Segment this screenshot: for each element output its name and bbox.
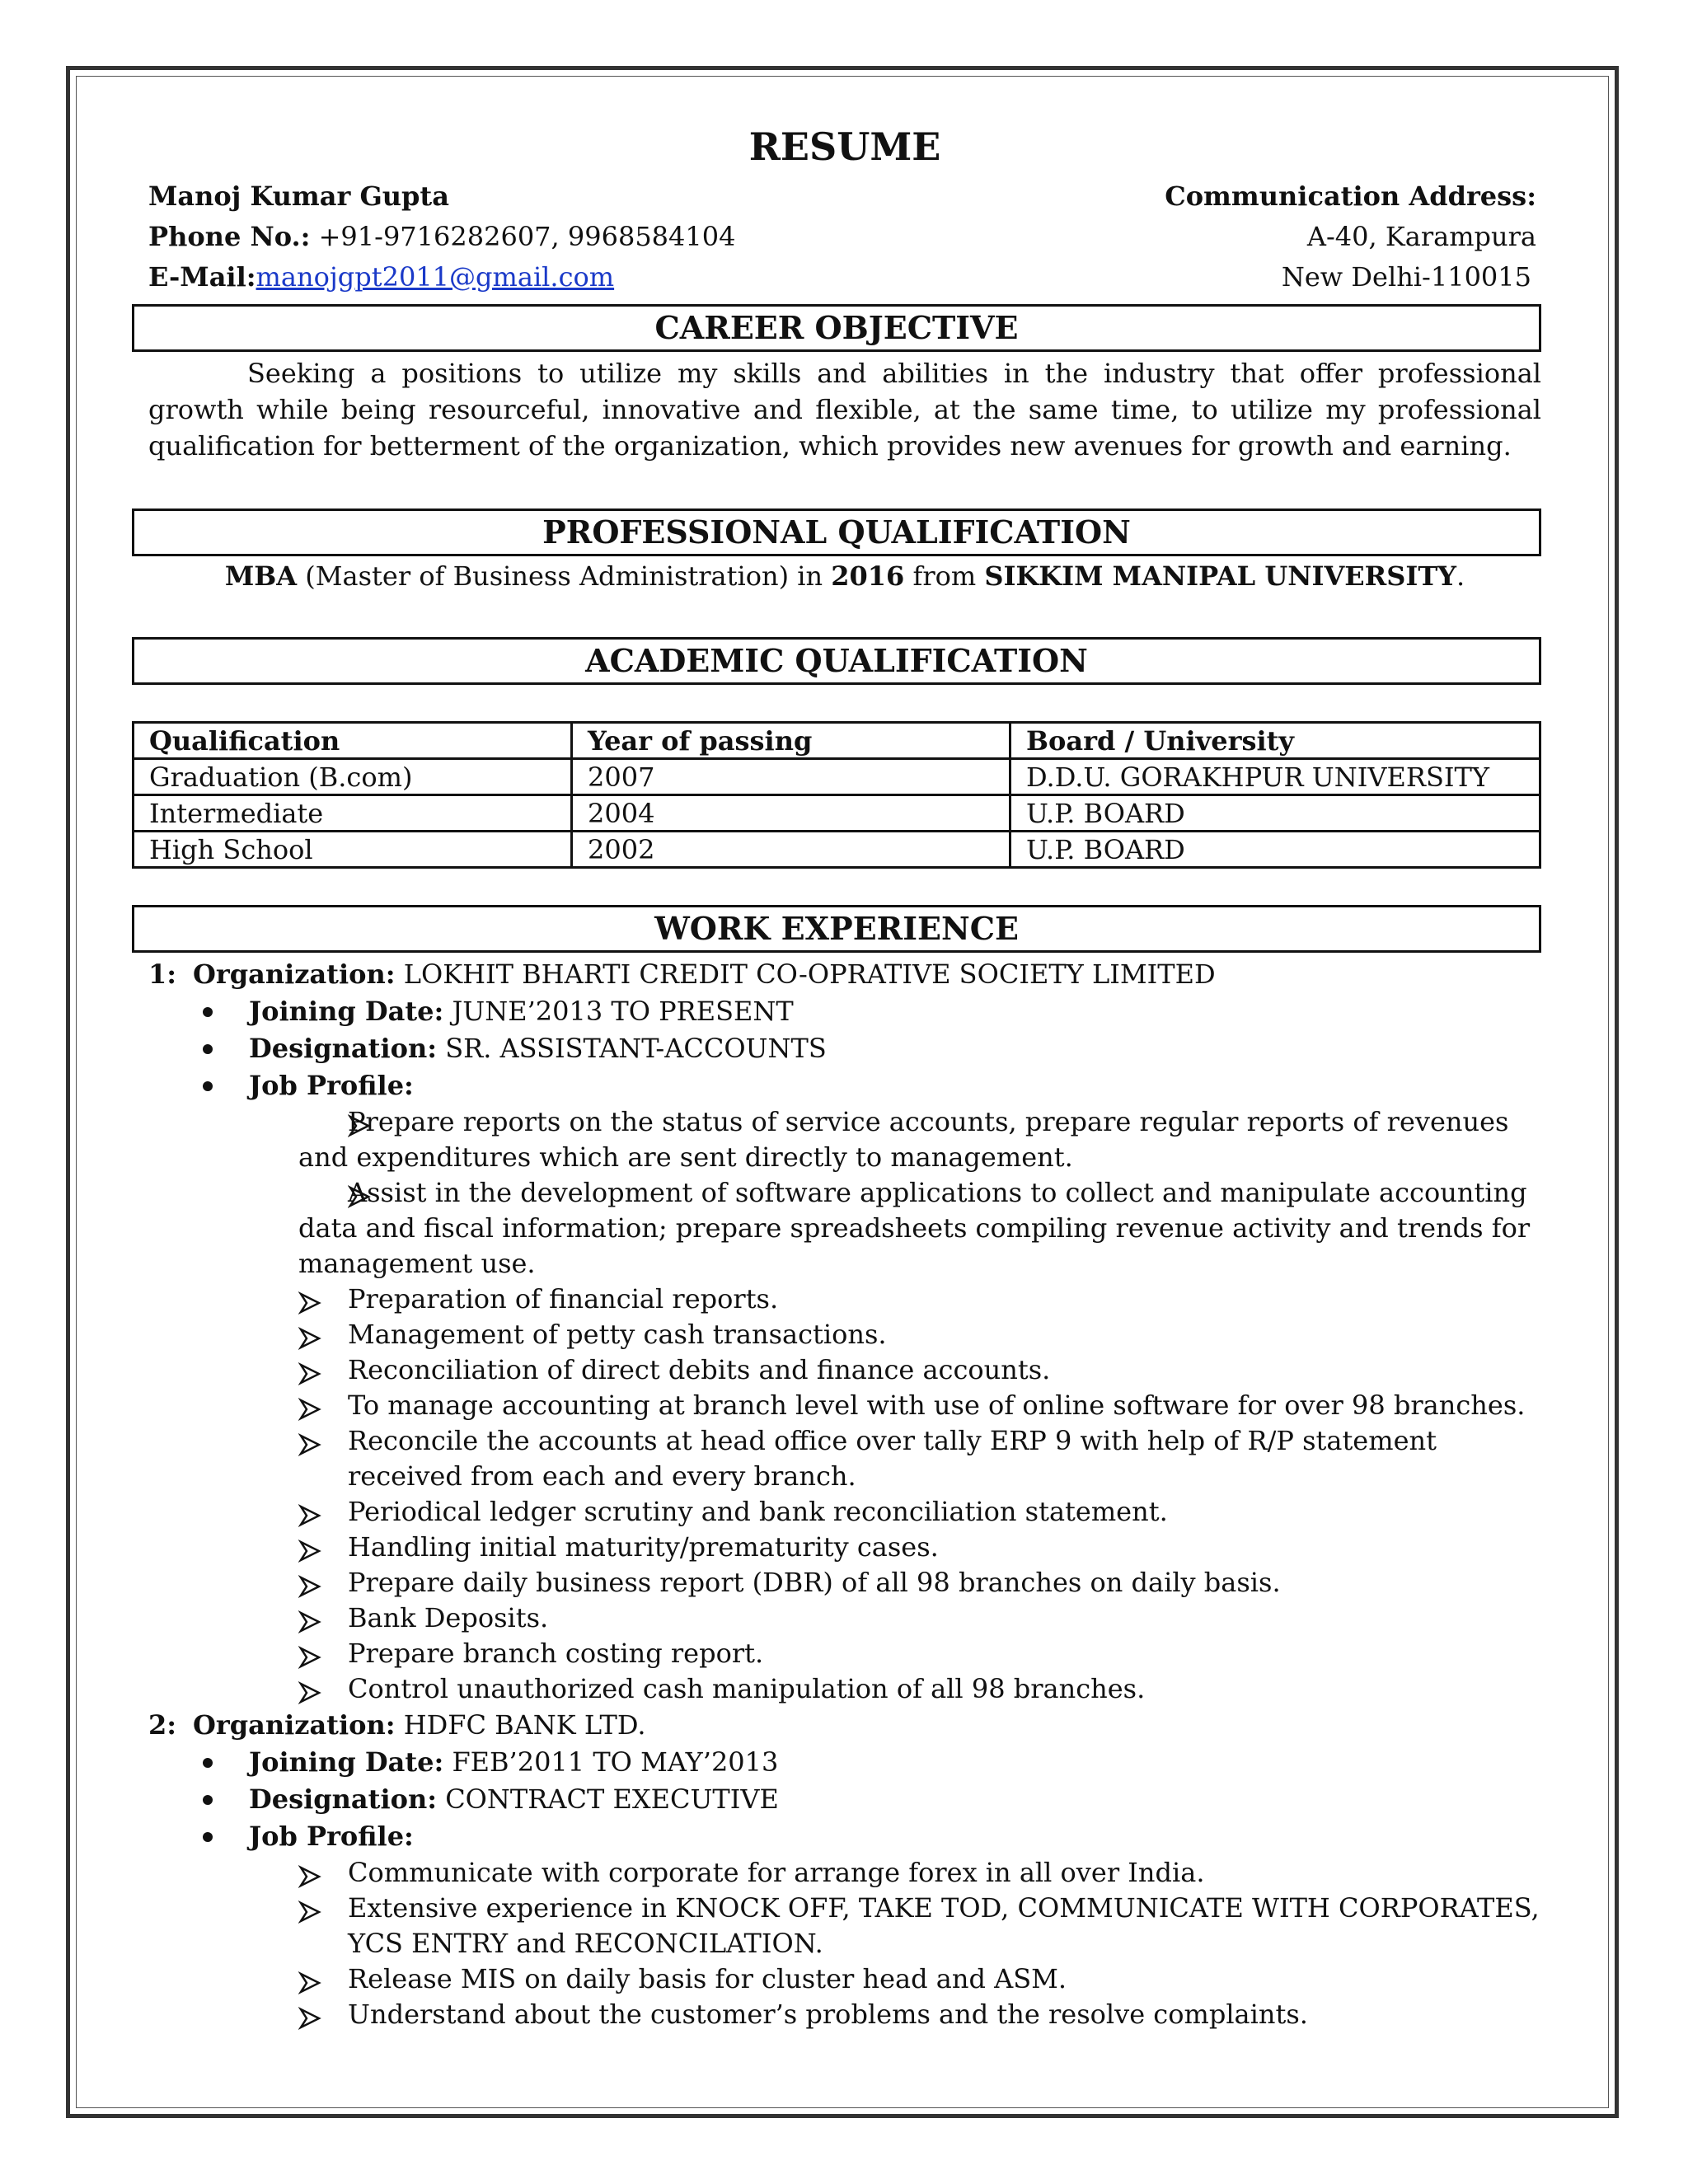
table-row [134,759,1540,795]
job-profile-item: Management of petty cash transactions. [348,1319,887,1350]
list-item [148,1494,1541,1530]
job-1-profile [148,1282,1541,1707]
degree-university: SIKKIM MANIPAL UNIVERSITY [984,560,1456,592]
professional-qualification-heading: PROFESSIONAL QUALIFICATION [132,509,1541,556]
column-header: Qualification [134,723,572,759]
address-line-1: A-40, Karampura [1306,221,1536,252]
list-item [148,1781,1541,1818]
header-row-1 [148,176,1541,217]
degree-year: 2016 [831,560,905,592]
arrow-bullet-icon [298,1182,321,1205]
job-1-details [148,993,1541,1104]
table-cell: Graduation (B.com) [134,759,572,795]
table-cell: High School [134,832,572,868]
list-item [148,1530,1541,1565]
table-cell: 2007 [572,759,1010,795]
column-header: Board / University [1010,723,1540,759]
academic-table [132,721,1541,869]
job-profile-item: Prepare daily business report (DBR) of all 98 branches on daily basis. [348,1567,1281,1598]
arrow-bullet-icon [298,1862,321,1885]
list-item [148,1030,1541,1067]
organization-label: Organization: [193,958,396,990]
professional-qualification-line [148,558,1541,594]
job-profile-item: Assist in the development of software applications to collect and manipulate accounting data and fiscal information; prepare spreadsheets compiling revenue activity and trends for management use. [298,1177,1531,1279]
job-1-profile-wrapped [148,1104,1541,1282]
career-objective-text [148,355,1541,464]
job-1-organization [148,956,1541,993]
academic-table-header [134,723,1540,759]
arrow-bullet-icon [298,1288,321,1311]
bullet-icon [203,1044,213,1054]
email-line [148,257,614,298]
arrow-bullet-icon [298,1897,321,1920]
list-item [148,1855,1541,1891]
table-cell: U.P. BOARD [1010,795,1540,832]
organization-value: HDFC BANK LTD. [403,1709,646,1741]
list-item [148,1744,1541,1781]
bullet-icon [203,1832,213,1842]
job-profile-item: Periodical ledger scrutiny and bank reconciliation statement. [348,1496,1168,1527]
job-profile-item: Prepare branch costing report. [348,1638,764,1669]
table-cell: 2004 [572,795,1010,832]
job-profile-item: Handling initial maturity/prematurity cases. [348,1531,939,1563]
arrow-bullet-icon [298,2004,321,2027]
arrow-bullet-icon [298,1111,321,1134]
list-item [148,1601,1541,1636]
list-item [148,1671,1541,1707]
designation-label: Designation: [249,1783,438,1815]
job-profile-item: To manage accounting at branch level with use of online software for over 98 branches. [348,1390,1526,1421]
list-item [148,1388,1541,1423]
job-profile-item: Reconciliation of direct debits and finance accounts. [348,1354,1051,1385]
list-item [148,1317,1541,1352]
phone-line [148,217,735,257]
arrow-bullet-icon [298,1501,321,1524]
address-line-2: New Delhi-110015 [1281,261,1531,293]
list-item [148,1636,1541,1671]
list-item [148,1282,1541,1317]
work-experience-heading: WORK EXPERIENCE [132,905,1541,953]
arrow-bullet-icon [298,1607,321,1630]
arrow-bullet-icon [298,1394,321,1418]
designation-value: CONTRACT EXECUTIVE [445,1783,779,1815]
arrow-bullet-icon [298,1678,321,1701]
arrow-bullet-icon [298,1643,321,1666]
job-profile-item: Preparation of financial reports. [348,1283,779,1315]
email-label: E-Mail: [148,261,256,293]
table-cell: D.D.U. GORAKHPUR UNIVERSITY [1010,759,1540,795]
job-number: 1: [148,958,177,990]
list-item [148,1565,1541,1601]
designation-label: Designation: [249,1033,438,1064]
list-item [148,1423,1541,1494]
job-number: 2: [148,1709,177,1741]
resume-title: RESUME [748,124,941,169]
list-item [148,1961,1541,1997]
table-row [134,795,1540,832]
table-cell: Intermediate [134,795,572,832]
list-item [148,1352,1541,1388]
arrow-bullet-icon [298,1359,321,1382]
arrow-bullet-icon [298,1536,321,1559]
job-profile-item: Reconcile the accounts at head office over tally ERP 9 with help of R/P statement received from each and every branch. [348,1425,1437,1492]
list-item [148,1175,1541,1282]
job-profile-label: Job Profile: [249,1070,414,1101]
bullet-icon [203,1081,213,1091]
bullet-icon [203,1795,213,1805]
address-label: Communication Address: [1165,180,1536,212]
job-profile-label: Job Profile: [249,1821,414,1852]
phone-label: Phone No.: [148,221,311,252]
email-link[interactable]: manojgpt2011@gmail.com [256,261,615,293]
organization-value: LOKHIT BHARTI CREDIT CO-OPRATIVE SOCIETY LIMITED [403,958,1216,990]
list-item [148,1104,1541,1175]
list-item [148,1818,1541,1855]
table-cell: 2002 [572,832,1010,868]
academic-qualification-heading: ACADEMIC QUALIFICATION [132,637,1541,685]
joining-label: Joining Date: [249,996,444,1027]
job-profile-item: Control unauthorized cash manipulation of all 98 branches. [348,1673,1146,1704]
list-item [148,993,1541,1030]
designation-value: SR. ASSISTANT-ACCOUNTS [445,1033,827,1064]
arrow-bullet-icon [298,1968,321,1991]
job-2-organization [148,1707,1541,1744]
degree-full: (Master of Business Administration) in [305,560,823,592]
degree-from: from [912,560,977,592]
job-profile-item: Release MIS on daily basis for cluster head and ASM. [348,1963,1067,1994]
joining-label: Joining Date: [249,1746,444,1778]
job-profile-item: Bank Deposits. [348,1602,549,1633]
arrow-bullet-icon [298,1324,321,1347]
career-objective-heading: CAREER OBJECTIVE [132,304,1541,352]
bullet-icon [203,1758,213,1768]
career-objective-body: Seeking a positions to utilize my skills and abilities in the industry that offer professional growth while being resourceful, innovative and flexible, at the same time, to utilize my professional qualification for betterment of the organization, which provides new avenues for growth and earning. [148,358,1541,462]
bullet-icon [203,1007,213,1017]
header-row-2 [148,217,1541,257]
job-profile-item: Prepare reports on the status of service accounts, prepare regular reports of revenues and expenditures which are sent directly to management. [298,1106,1509,1173]
phone-value: +91-9716282607, 9968584104 [318,221,736,252]
job-2-details [148,1744,1541,1855]
joining-value: JUNE’2013 TO PRESENT [452,996,794,1027]
job-profile-item: Extensive experience in KNOCK OFF, TAKE TOD, COMMUNICATE WITH CORPORATES, YCS ENTRY and RECONCILATION. [348,1892,1540,1959]
list-item [148,1997,1541,2032]
list-item [148,1067,1541,1104]
list-item [148,1891,1541,1961]
joining-value: FEB’2011 TO MAY’2013 [452,1746,779,1778]
degree-end: . [1456,560,1465,592]
arrow-bullet-icon [298,1430,321,1453]
table-cell: U.P. BOARD [1010,832,1540,868]
degree: MBA [224,560,298,592]
job-profile-item: Understand about the customer’s problems and the resolve complaints. [348,1999,1308,2030]
arrow-bullet-icon [298,1572,321,1595]
header-row-3 [148,257,1541,298]
organization-label: Organization: [193,1709,396,1741]
job-profile-item: Communicate with corporate for arrange forex in all over India. [348,1857,1205,1888]
candidate-name: Manoj Kumar Gupta [148,180,449,212]
table-row [134,832,1540,868]
job-2-profile [148,1855,1541,2032]
resume-content [148,122,1541,2032]
column-header: Year of passing [572,723,1010,759]
